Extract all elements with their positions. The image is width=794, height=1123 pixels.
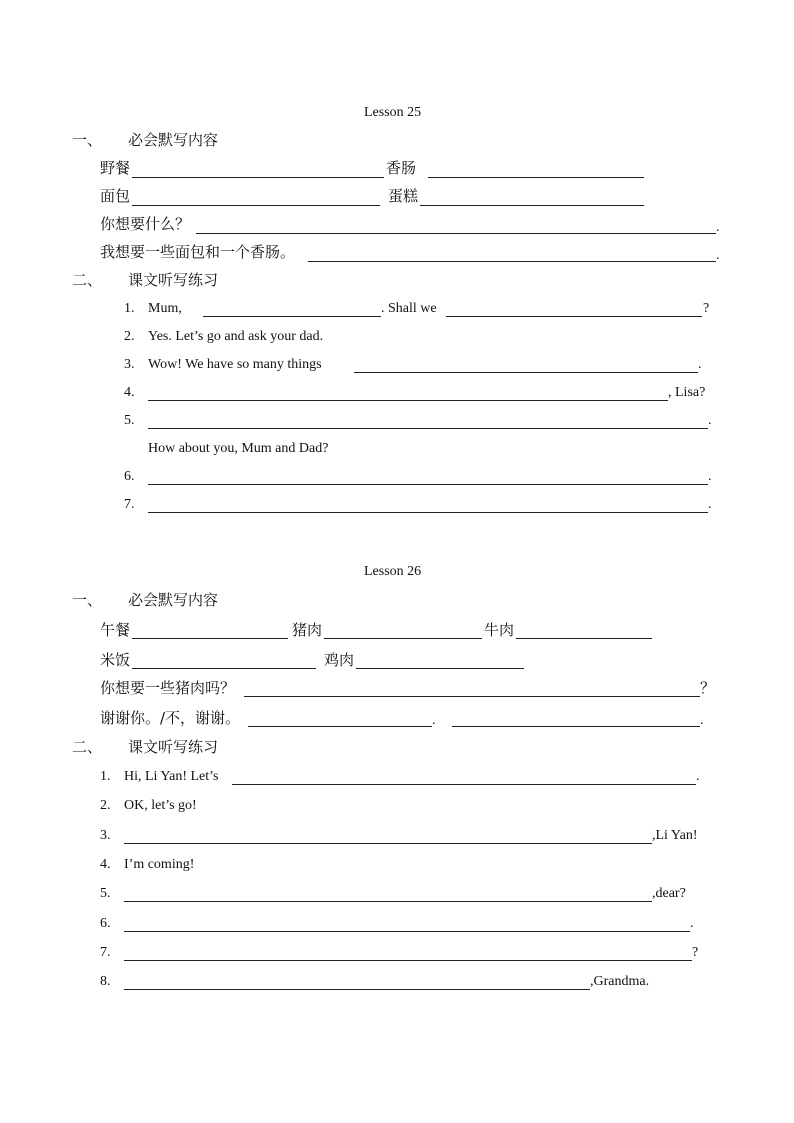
l26-item-end: ,Li Yan! xyxy=(652,828,698,843)
l25-item1-blank-b[interactable] xyxy=(446,316,702,317)
l26-blank-beef[interactable] xyxy=(516,638,652,639)
l26-vocab-rice: 米饭 xyxy=(100,651,131,669)
l26-blank-thanks-no[interactable] xyxy=(452,726,700,727)
l25-item7-blank[interactable] xyxy=(148,512,708,513)
l25-blank-cake[interactable] xyxy=(420,205,644,206)
l26-sentence-pork-end: ？ xyxy=(700,679,716,697)
l25-item-number: 1. xyxy=(124,301,135,316)
l25-blank-picnic[interactable] xyxy=(132,177,384,178)
l25-sentence-what-end: . xyxy=(716,220,720,235)
l26-vocab-pork: 猪肉 xyxy=(292,621,323,639)
l26-item-text: OK, let’s go! xyxy=(124,798,197,813)
l26-item-end: . xyxy=(690,916,694,931)
l25-blank-bread-sausage[interactable] xyxy=(308,261,716,262)
l25-item-text: . Shall we xyxy=(381,301,437,316)
l26-blank-thanks-yes[interactable] xyxy=(248,726,432,727)
l25-item-end: . xyxy=(708,497,712,512)
l26-sentence-thanks-end: . xyxy=(700,713,704,728)
l25-vocab-sausage: 香肠 xyxy=(386,159,417,177)
l26-item-text: I’m coming! xyxy=(124,857,195,872)
l26-vocab-beef: 牛肉 xyxy=(484,621,515,639)
l26-blank-chicken[interactable] xyxy=(356,668,524,669)
l26-sentence-thanks: 谢谢你。/不，谢谢。 xyxy=(100,709,241,727)
l25-item-end: . xyxy=(698,357,702,372)
l26-item5-blank[interactable] xyxy=(124,901,652,902)
l26-item-number: 3. xyxy=(100,828,111,843)
l25-item-number: 6. xyxy=(124,469,135,484)
l25-item5-blank[interactable] xyxy=(148,428,708,429)
l25-item6-blank[interactable] xyxy=(148,484,708,485)
l26-sentence-thanks-mid: . xyxy=(432,713,436,728)
l25-item-number: 3. xyxy=(124,357,135,372)
l26-blank-rice[interactable] xyxy=(132,668,316,669)
l25-section2-heading: 课文听写练习 xyxy=(128,271,219,289)
l26-item-number: 6. xyxy=(100,916,111,931)
l26-section2-number: 二、 xyxy=(72,738,103,756)
l26-item-end: ,dear? xyxy=(652,886,686,901)
lesson-25-title: Lesson 25 xyxy=(364,105,422,120)
l26-item-end: ,Grandma. xyxy=(590,974,650,989)
l25-section1-heading: 必会默写内容 xyxy=(128,131,219,149)
l25-item1-blank-a[interactable] xyxy=(203,316,381,317)
l26-sentence-pork: 你想要一些猪肉吗？ xyxy=(100,679,236,697)
l25-item-number: 4. xyxy=(124,385,135,400)
l25-item-number: 2. xyxy=(124,329,135,344)
l25-item-end: ? xyxy=(703,301,710,316)
l25-item5-followup: How about you, Mum and Dad? xyxy=(148,441,329,456)
l25-vocab-cake: 蛋糕 xyxy=(388,187,419,205)
l25-blank-what[interactable] xyxy=(196,233,716,234)
l25-sentence-bread-sausage-end: . xyxy=(716,248,720,263)
l26-item-number: 8. xyxy=(100,974,111,989)
l26-item-number: 7. xyxy=(100,945,111,960)
l25-vocab-picnic: 野餐 xyxy=(100,159,131,177)
l26-item-number: 5. xyxy=(100,886,111,901)
l26-item6-blank[interactable] xyxy=(124,931,690,932)
l26-vocab-lunch: 午餐 xyxy=(100,621,131,639)
l26-item-number: 4. xyxy=(100,857,111,872)
l25-item-end: . xyxy=(708,413,712,428)
l25-blank-bread[interactable] xyxy=(132,205,380,206)
l26-blank-pork-sentence[interactable] xyxy=(244,696,700,697)
l26-item7-blank[interactable] xyxy=(124,960,692,961)
l26-blank-pork[interactable] xyxy=(324,638,482,639)
l25-sentence-bread-sausage: 我想要一些面包和一个香肠。 xyxy=(100,243,296,261)
l25-item-text: Wow! We have so many things xyxy=(148,357,322,372)
l26-item-number: 1. xyxy=(100,769,111,784)
l26-item-number: 2. xyxy=(100,798,111,813)
l26-section1-number: 一、 xyxy=(72,591,103,609)
l25-item-number: 5. xyxy=(124,413,135,428)
l25-vocab-bread: 面包 xyxy=(100,187,131,205)
l26-item-end: . xyxy=(696,769,700,784)
l25-sentence-what: 你想要什么？ xyxy=(100,215,191,233)
l25-item-number: 7. xyxy=(124,497,135,512)
l25-item-text: Yes. Let’s go and ask your dad. xyxy=(148,329,324,344)
l26-item3-blank[interactable] xyxy=(124,843,652,844)
lesson-26-title: Lesson 26 xyxy=(364,564,422,579)
l25-item-end: . xyxy=(708,469,712,484)
l26-item-text: Hi, Li Yan! Let’s xyxy=(124,769,219,784)
l25-item3-blank[interactable] xyxy=(354,372,698,373)
l26-blank-lunch[interactable] xyxy=(132,638,288,639)
l26-vocab-chicken: 鸡肉 xyxy=(324,651,355,669)
l25-section1-number: 一、 xyxy=(72,131,103,149)
l25-item4-blank[interactable] xyxy=(148,400,668,401)
l25-blank-sausage[interactable] xyxy=(428,177,644,178)
l26-item-end: ? xyxy=(692,945,699,960)
l26-section2-heading: 课文听写练习 xyxy=(128,738,219,756)
l25-section2-number: 二、 xyxy=(72,271,103,289)
l25-item-end: , Lisa? xyxy=(668,385,706,400)
l26-section1-heading: 必会默写内容 xyxy=(128,591,219,609)
l26-item1-blank[interactable] xyxy=(232,784,696,785)
l26-item8-blank[interactable] xyxy=(124,989,590,990)
l25-item-text: Mum, xyxy=(148,301,182,316)
